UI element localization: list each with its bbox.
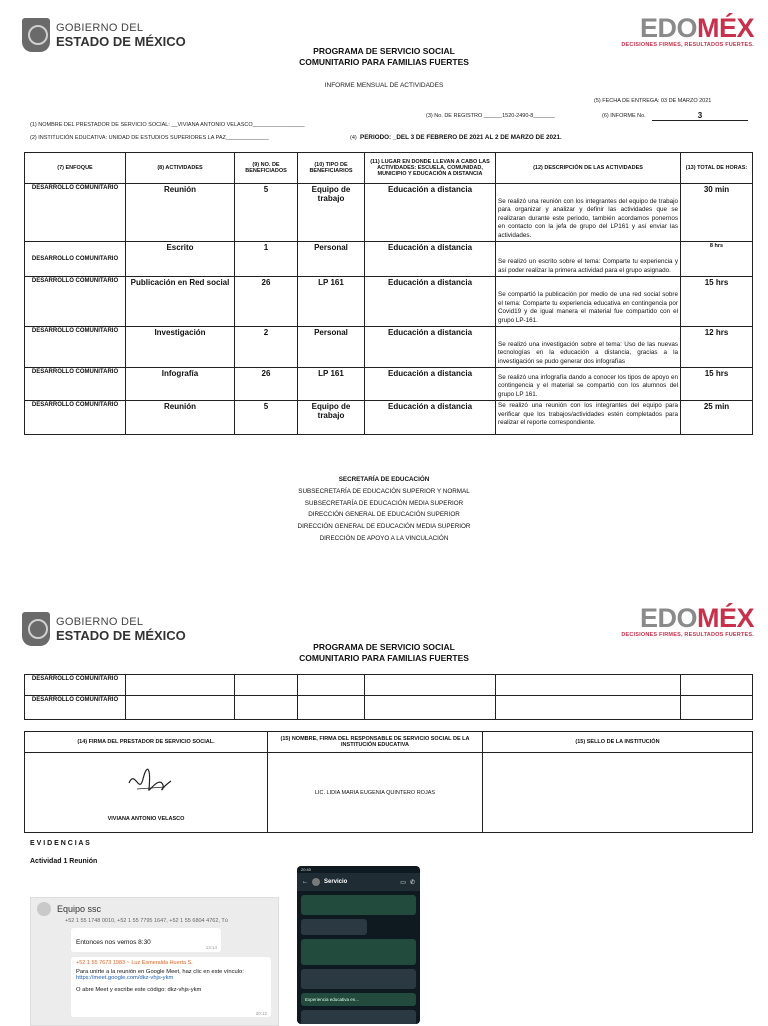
institucion-field: (2) INSTITUCIÓN EDUCATIVA: UNIDAD DE ESTUDIOS SUPERIORES LA PAZ______________ [30, 135, 269, 141]
group-avatar [37, 902, 51, 916]
cell-beneficiados: 2 [235, 327, 298, 368]
table-row [25, 368, 753, 401]
phone-call-icon: ✆ [409, 879, 415, 886]
chat-screenshot-2 [297, 866, 420, 1024]
header-tipo: (10) TIPO DE BENEFICIARIOS [298, 153, 365, 184]
chat-message [71, 928, 221, 952]
prestador-name: VIVIANA ANTONIO VELASCO [107, 816, 185, 822]
periodo-value: PERIODO: _DEL 3 DE FEBRERO DE 2021 AL 2 DE MARZO DE 2021. [360, 134, 562, 141]
group-avatar [312, 878, 320, 886]
edomex-logo-b: MÉX [696, 603, 754, 633]
continuation-table [24, 674, 753, 720]
meet-link[interactable]: https://meet.google.com/dkz-vhjs-ykm [76, 975, 174, 981]
cell-descripcion: Se realizó una reunión con los integrantes del equipo para verificar que los trabajos/actividades estén completados para realizar el reporte correspondiente. [496, 401, 681, 435]
chat-bubble [301, 969, 416, 989]
cell-enfoque: DESARROLLO COMUNITARIO [25, 401, 126, 435]
cell-beneficiados: 5 [235, 401, 298, 435]
cell-actividad: Escrito [126, 242, 235, 277]
chat-bubble [301, 919, 367, 935]
header-enfoque: (7) ENFOQUE [25, 153, 126, 184]
footer-line-2: SUBSECRETARÍA DE EDUCACIÓN SUPERIOR Y NORMAL [298, 487, 470, 495]
cell-enfoque: DESARROLLO COMUNITARIO [25, 368, 126, 401]
chat-message-time: 20:12 [255, 1011, 267, 1016]
chat-bubble [301, 1010, 416, 1024]
activities-table [24, 152, 753, 435]
cell-beneficiados: 5 [235, 184, 298, 242]
shared-file-label: Experiencia educativa en... [305, 997, 360, 1002]
chat-message-text: Para unirte a la reunión en Google Meet, haz clic en este vínculo: [76, 969, 244, 975]
header-lugar: (11) LUGAR EN DONDE LLEVAN A CABO LAS ACTIVIDADES: ESCUELA, COMUNIDAD, MUNICIPIO Y EDUCACIÓN A DISTANCIA [365, 153, 496, 184]
chat-message-time: 13:14 [205, 945, 217, 950]
cell-actividad: Reunión [126, 184, 235, 242]
cell-lugar: Educación a distancia [365, 368, 496, 401]
status-time: 20:40 [301, 867, 312, 872]
informe-number: 3 [652, 111, 748, 121]
chat-screenshot-1 [30, 897, 279, 1026]
cell-tipo: Personal [298, 242, 365, 277]
state-emblem-icon [22, 612, 50, 646]
cell-lugar: Educación a distancia [365, 184, 496, 242]
phone-chat-header [297, 873, 420, 891]
sig-header-sello: (15) SELLO DE LA INSTITUCIÓN [483, 732, 753, 753]
chat-bubble [301, 895, 416, 915]
cell-tipo: Equipo de trabajo [298, 184, 365, 242]
edomex-logo-a: EDO [639, 603, 697, 633]
table-header-row [25, 153, 753, 184]
handwritten-signature [125, 765, 175, 799]
cell-lugar: Educación a distancia [365, 401, 496, 435]
prestador-signature-cell [25, 753, 268, 833]
table-row [25, 696, 753, 720]
footer-line-4: DIRECCIÓN GENERAL DE EDUCACIÓN SUPERIOR [308, 511, 460, 519]
video-call-icon: ▭ [400, 879, 406, 886]
header-horas: (13) TOTAL DE HORAS: [681, 153, 753, 184]
cell-actividad: Publicación en Red social [126, 277, 235, 327]
cell-lugar: Educación a distancia [365, 242, 496, 277]
chat-message-text: Entonces nos vemos 8:30 [76, 939, 151, 946]
cell-actividad: Investigación [126, 327, 235, 368]
institution-footer [0, 474, 768, 545]
table-row [25, 242, 753, 277]
program-title-2: COMUNITARIO PARA FAMILIAS FUERTES [299, 653, 469, 663]
informe-label: (6) INFORME No. [602, 113, 646, 119]
table-row [25, 675, 753, 696]
cell-enfoque: DESARROLLO COMUNITARIO [25, 327, 126, 368]
chat-message [71, 957, 271, 1017]
chat-members: +52 1 55 1748 0010, +52 1 55 7795 1647, +52 1 55 6804 4762, Tú [65, 918, 228, 924]
chat-bubble [301, 939, 416, 965]
report-title: INFORME MENSUAL DE ACTIVIDADES [324, 82, 444, 89]
back-arrow-icon: ← [302, 879, 308, 885]
institution-seal-cell [483, 753, 753, 833]
periodo-label: (4) [350, 135, 357, 141]
evidencias-title: E V I D E N C I A S [30, 840, 90, 847]
chat-sender: +52 1 55 7673 1983 ~ Luz Esmeralda Huerta S. [76, 960, 193, 966]
signature-table [24, 731, 753, 833]
gobierno-line2: ESTADO DE MÉXICO [56, 33, 186, 49]
program-title-2: COMUNITARIO PARA FAMILIAS FUERTES [299, 57, 469, 67]
cell-lugar: Educación a distancia [365, 327, 496, 368]
program-title-1: PROGRAMA DE SERVICIO SOCIAL [313, 46, 455, 56]
chat-message-text: O abre Meet y escribe este código: dkz-vhjs-ykm [76, 987, 202, 993]
header-descripcion: (12) DESCRIPCIÓN DE LAS ACTIVIDADES [496, 153, 681, 184]
cell-descripcion: Se realizó un escrito sobre el tema: Comparte tu experiencia y así poder realizar la primera actividad para el grupo asignado. [496, 242, 681, 277]
sig-header-prestador: (14) FIRMA DEL PRESTADOR DE SERVICIO SOCIAL. [25, 732, 268, 753]
cell-descripcion: Se realizó una reunión con los integrantes del equipo de trabajo para organizar y analizar y definir las actividades que se realizaran durante este periodo, también acordamos ponernos en contacto con la jefa de grupo del LP161 y así enviar las actividades. [496, 184, 681, 242]
cell-actividad: Reunión [126, 401, 235, 435]
cell-lugar: Educación a distancia [365, 277, 496, 327]
cell-descripcion: Se realizó una infografía dando a conocer los tipos de apoyo en contingencia y el material se compartió con los alumnos del grupo LP 161. [496, 368, 681, 401]
cell-descripcion: Se compartió la publicación por medio de una red social sobre el tema: Comparte tu experiencia educativa en contingencia por Covid19 y de igual manera el material fue compartido con el grupo LP-161. [496, 277, 681, 327]
cell-actividad: Infografía [126, 368, 235, 401]
cell-enfoque: DESARROLLO COMUNITARIO [25, 184, 126, 242]
cell-horas: 8 hrs [681, 242, 753, 277]
cell-tipo: Equipo de trabajo [298, 401, 365, 435]
table-row [25, 184, 753, 242]
footer-line-3: SUBSECRETARÍA DE EDUCACIÓN MEDIA SUPERIOR [304, 499, 464, 507]
cell-beneficiados: 26 [235, 277, 298, 327]
responsable-name: LIC. LIDIA MARIA EUGENIA QUINTERO ROJAS [268, 753, 483, 833]
cell-enfoque: DESARROLLO COMUNITARIO [25, 675, 126, 696]
actividad-title: Actividad 1 Reunión [30, 858, 98, 865]
header-actividades: (8) ACTIVIDADES [126, 153, 235, 184]
edomex-logo-b: MÉX [696, 13, 754, 43]
cell-enfoque: DESARROLLO COMUNITARIO [25, 277, 126, 327]
sig-header-responsable: (15) NOMBRE, FIRMA DEL RESPONSABLE DE SERVICIO SOCIAL DE LA INSTITUCIÓN EDUCATIVA [268, 732, 483, 753]
chat-group-name: Equipo ssc [57, 904, 102, 914]
chat-bubble [301, 993, 416, 1006]
gobierno-line1: GOBIERNO DEL [56, 21, 144, 34]
prestador-field: (1) NOMBRE DEL PRESTADOR DE SERVICIO SOCIAL: __VIVIANA ANTONIO VELASCO_________________ [30, 122, 305, 128]
cell-horas: 15 hrs [681, 277, 753, 327]
cell-horas: 12 hrs [681, 327, 753, 368]
cell-enfoque: DESARROLLO COMUNITARIO [25, 242, 126, 277]
edomex-logo [621, 14, 754, 48]
cell-descripcion: Se realizó una investigación sobre el tema: Uso de las nuevas tecnologías en la educación a distancia, gracias a la investigación se pudo generar dos infografías [496, 327, 681, 368]
table-row [25, 327, 753, 368]
edomex-logo-a: EDO [639, 13, 697, 43]
cell-tipo: LP 161 [298, 368, 365, 401]
footer-line-1: SECRETARÍA DE EDUCACIÓN [338, 476, 430, 483]
table-row [25, 277, 753, 327]
cell-horas: 15 hrs [681, 368, 753, 401]
fecha-entrega: (5) FECHA DE ENTREGA: 03 DE MARZO 2021 [594, 98, 712, 104]
cell-tipo: LP 161 [298, 277, 365, 327]
footer-line-6: DIRECCIÓN DE APOYO A LA VINCULACIÓN [319, 534, 449, 542]
program-title-1: PROGRAMA DE SERVICIO SOCIAL [313, 642, 455, 652]
gobierno-line2: ESTADO DE MÉXICO [56, 627, 186, 643]
cell-beneficiados: 26 [235, 368, 298, 401]
registro-field: (3) No. DE REGISTRO ______1520-2490-8_______ [426, 113, 555, 119]
header-beneficiados: (9) NO. DE BENEFICIADOS [235, 153, 298, 184]
cell-beneficiados: 1 [235, 242, 298, 277]
gobierno-logo-page2 [22, 612, 186, 646]
edomex-tagline: DECISIONES FIRMES, RESULTADOS FUERTES. [621, 42, 754, 48]
phone-chat-title: Servicio [324, 879, 348, 885]
footer-line-5: DIRECCIÓN GENERAL DE EDUCACIÓN MEDIA SUPERIOR [297, 523, 471, 531]
table-row [25, 401, 753, 435]
cell-horas: 25 min [681, 401, 753, 435]
edomex-logo-page2 [621, 604, 754, 638]
cell-horas: 30 min [681, 184, 753, 242]
gobierno-line1: GOBIERNO DEL [56, 615, 144, 628]
cell-tipo: Personal [298, 327, 365, 368]
edomex-tagline: DECISIONES FIRMES, RESULTADOS FUERTES. [621, 632, 754, 638]
cell-enfoque: DESARROLLO COMUNITARIO [25, 696, 126, 720]
